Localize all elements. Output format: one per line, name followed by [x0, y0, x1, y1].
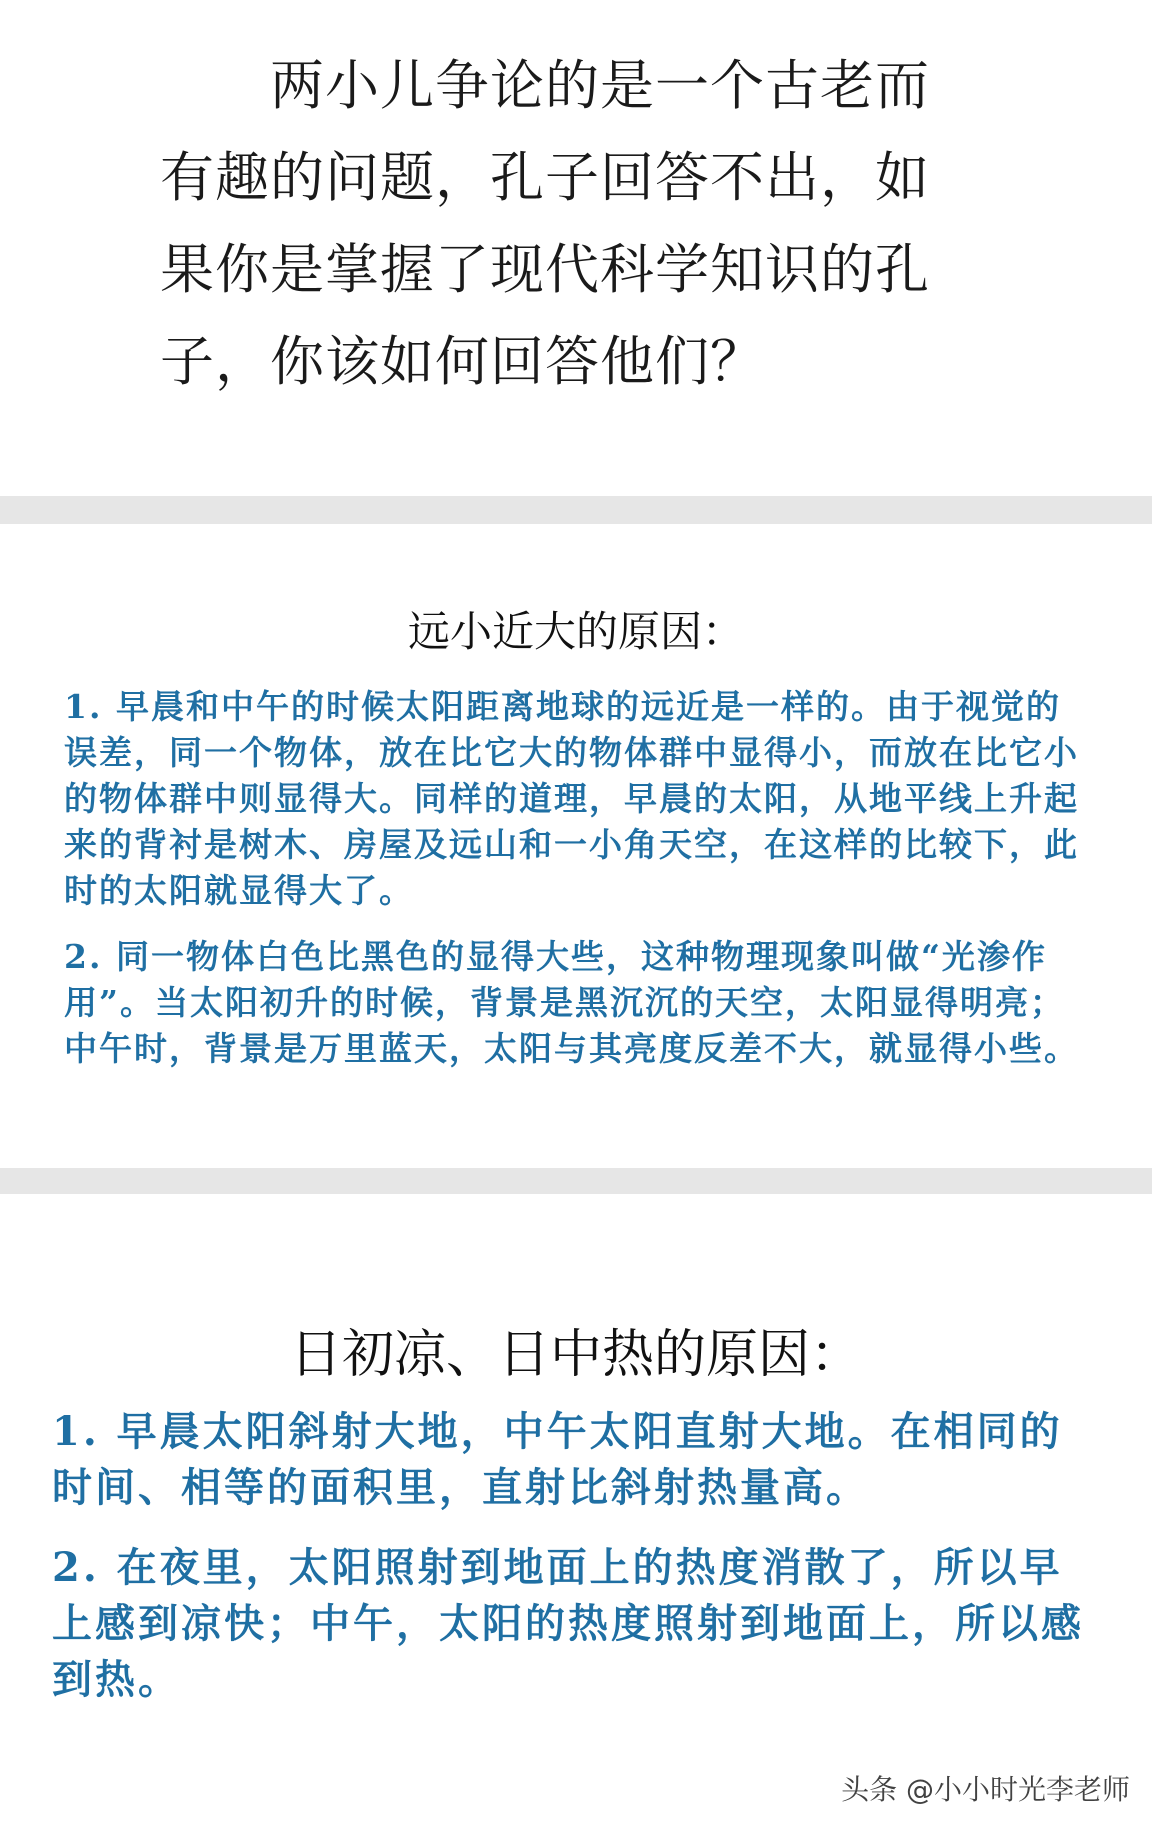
near-far-size-heading: 远小近大的原因：: [407, 607, 744, 656]
section-divider: [0, 496, 1152, 524]
cool-hot-reason-1: 1. 早晨太阳斜射大地，中午太阳直射大地。在相同的时间、相等的面积里，直射比斜射热量高。: [52, 1408, 1063, 1511]
near-far-size-panel: [0, 524, 1152, 1168]
question-panel: [0, 0, 1152, 496]
cool-hot-heading: 日初凉、日中热的原因：: [289, 1325, 862, 1385]
cool-hot-reason-2: 2. 在夜里，太阳照射到地面上的热度消散了，所以早上感到凉快；中午，太阳的热度照射到地面上，所以感到热。: [52, 1544, 1084, 1703]
near-far-size-reason-1: 1. 早晨和中午的时候太阳距离地球的远近是一样的。由于视觉的误差，同一个物体，放在比它大的物体群中显得小，而放在比它小的物体群中则显得大。同样的道理，早晨的太阳，从地平线上升起来的背衬是树木、房屋及远山和一小角天空，在这样的比较下，此时的太阳就显得大了。: [64, 687, 1079, 910]
watermark-credit: 头条 @小小时光李老师: [841, 1773, 1130, 1806]
section-divider: [0, 1168, 1152, 1194]
question-text: 两小儿争论的是一个古老而有趣的问题，孔子回答不出，如果你是掌握了现代科学知识的孔子，你该如何回答他们？: [160, 54, 930, 393]
near-far-size-reason-2: 2. 同一物体白色比黑色的显得大些，这种物理现象叫做“光渗作用”。当太阳初升的时候，背景是黑沉沉的天空，太阳显得明亮；中午时，背景是万里蓝天，太阳与其亮度反差不大，就显得小些。: [64, 937, 1079, 1068]
cool-hot-panel: [0, 1194, 1152, 1836]
